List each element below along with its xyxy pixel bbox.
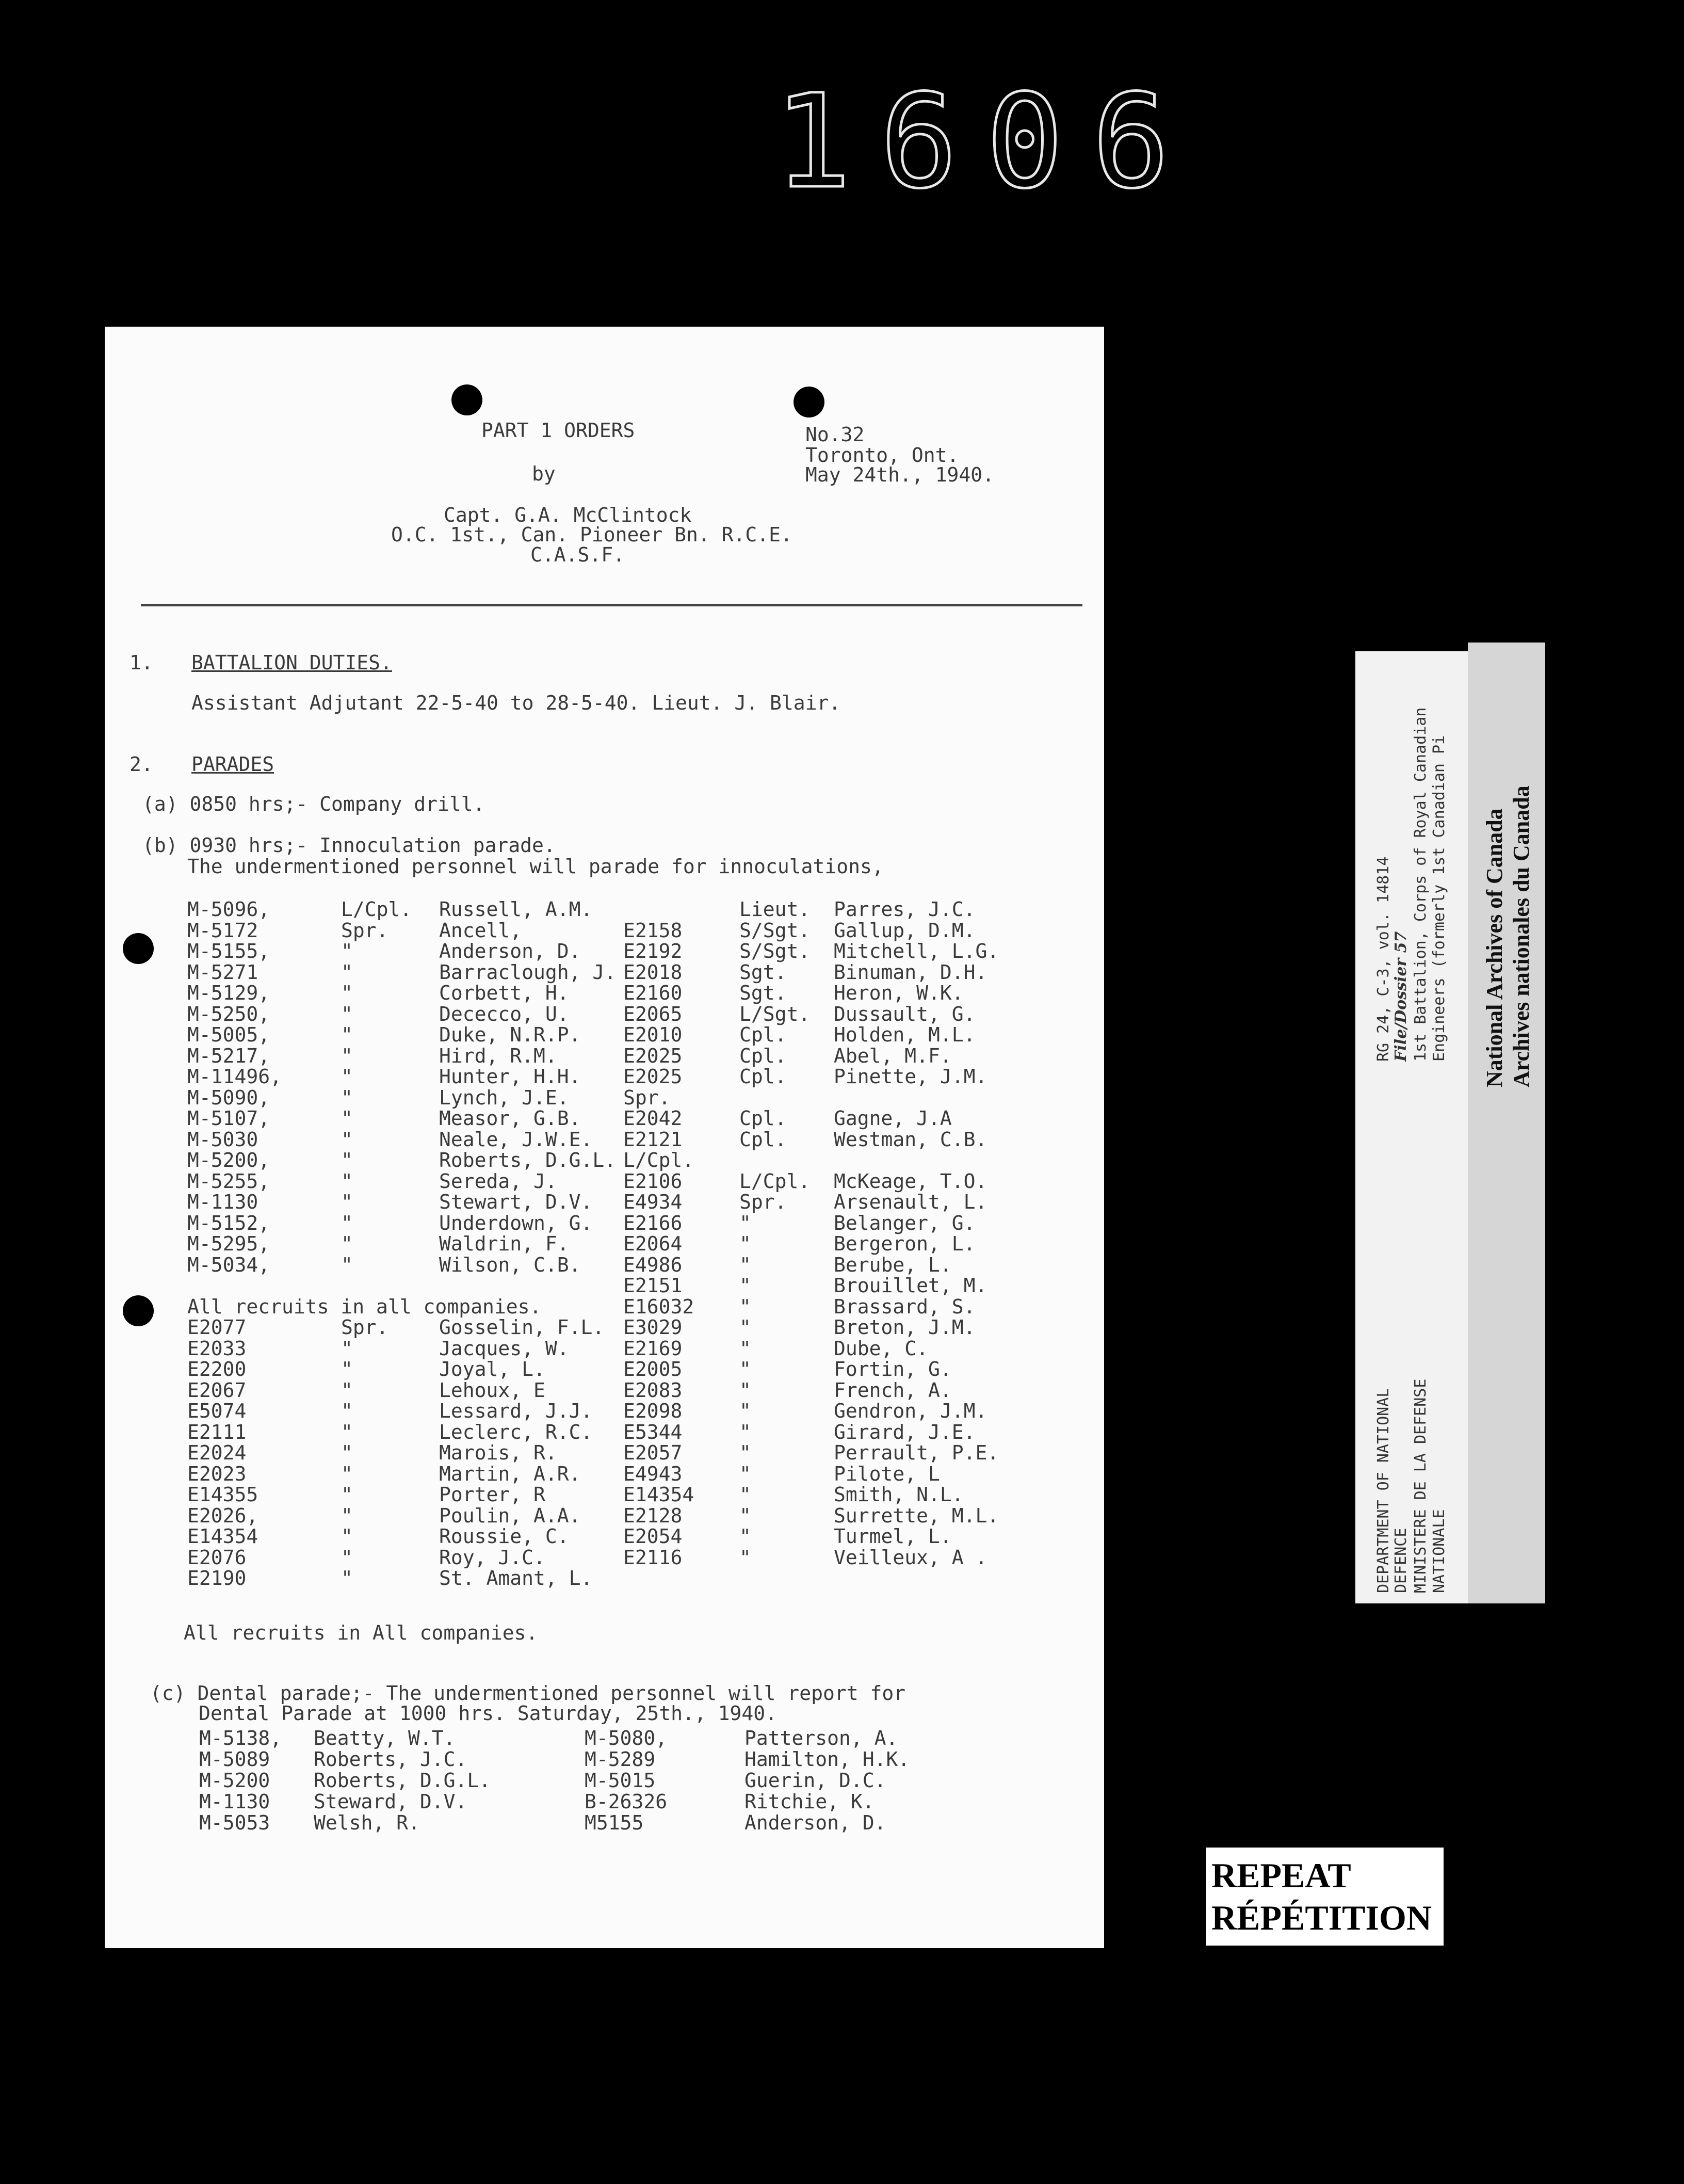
roster-row [105,1527,1104,1548]
roster-rank-left: Spr. [341,1316,388,1339]
roster-rank-right: " [739,1253,751,1276]
roster-rank-right: " [739,1295,751,1318]
roster-row [105,1046,1104,1067]
dental-name-left: Welsh, R. [314,1811,420,1834]
roster-rank-left: " [341,1107,353,1130]
roster-row [105,1359,1104,1380]
roster-rank-right: Lieut. [739,898,811,921]
dental-name-left: Roberts, J.C. [314,1748,467,1771]
roster-number-left: E2067 [187,1378,247,1402]
roster-name-right: Binuman, D.H. [834,960,987,984]
roster-number-right: E5344 [623,1420,683,1443]
roster-number-right: E2083 [623,1378,683,1402]
roster-row [105,1318,1104,1339]
roster-row [105,1548,1104,1569]
roster-name-left: Roy, J.C. [439,1546,545,1569]
roster-rank-right: Sgt. [739,982,787,1004]
section-2-number: 2. [129,753,153,776]
document-page [105,327,1104,1948]
unit-name: O.C. 1st., Can. Pioneer Bn. R.C.E. [391,523,792,546]
roster-number-left: M-11496, [187,1065,282,1088]
roster-number-right: E3029 [623,1316,683,1339]
section-1-number: 1. [129,651,153,674]
roster-number-left: E2033 [187,1337,247,1360]
archives-name-en: National Archives of Canada [1482,808,1507,1087]
innoculation-roster [105,900,1104,1589]
dental-row [105,1792,1104,1813]
roster-name-right: McKeage, T.O. [834,1169,987,1193]
roster-name-right: Brouillet, M. [834,1274,987,1297]
roster-number-right: E2010 [623,1023,683,1046]
repeat-en: REPEAT [1211,1856,1351,1895]
roster-rank-right: Cpl. [739,1044,787,1067]
roster-number-right: E2166 [623,1211,683,1234]
roster-rank-left: " [341,1191,353,1213]
roster-rank-left: " [341,1232,353,1255]
parade-b: (b) 0930 hrs;- Innoculation parade. [142,834,556,857]
roster-number-right: E2065 [623,1002,683,1025]
roster-number-left: All recruits in all companies. [187,1295,542,1318]
archive-reference-label [1355,651,1468,1603]
dental-number-right: M-5015 [585,1769,656,1792]
roster-name-left: Wilson, C.B. [439,1253,581,1276]
roster-name-right: Surrette, M.L. [834,1504,999,1527]
roster-name-right: Dussault, G. [834,1002,976,1025]
roster-name-left: Barraclough, J. [439,960,617,984]
roster-rank-left: " [341,982,353,1004]
dental-number-left: M-1130 [199,1790,270,1813]
roster-name-right: Belanger, G. [834,1211,976,1234]
roster-row [105,1234,1104,1255]
roster-number-right: E2106 [623,1169,683,1193]
orders-title: PART 1 ORDERS [481,419,635,442]
punch-hole-top-right [794,387,824,417]
roster-row [105,1025,1104,1046]
roster-number-left: M-5172 [187,919,258,942]
roster-name-right: Pinette, J.M. [834,1065,987,1088]
roster-row [105,1506,1104,1527]
roster-name-right: Veilleux, A . [834,1546,987,1569]
roster-rank-right: " [739,1441,751,1464]
punch-hole-top-left [451,384,482,415]
roster-name-left: Measor, G.B. [439,1107,581,1130]
roster-rank-left: " [341,1002,353,1025]
roster-number-right: E2005 [623,1358,683,1380]
roster-row [105,1443,1104,1464]
roster-number-right: Spr. [623,1086,671,1109]
dental-number-left: M-5200 [199,1769,270,1792]
roster-number-right: E16032 [623,1295,694,1318]
roster-rank-right: " [739,1462,751,1485]
roster-number-left: E2024 [187,1441,247,1464]
dental-row [105,1813,1104,1834]
roster-name-right: Dube, C. [834,1337,929,1360]
roster-name-right: Arsenault, L. [834,1191,987,1213]
roster-rank-left: " [341,1044,353,1067]
roster-number-right: E2160 [623,982,683,1004]
roster-number-left: E2111 [187,1420,247,1443]
roster-row [105,983,1104,1004]
roster-name-left: Lehoux, E [439,1378,545,1402]
roster-name-right: Berube, L. [834,1253,952,1276]
roster-number-right: E4986 [623,1253,683,1276]
roster-name-left: Jacques, W. [439,1337,569,1360]
roster-name-right: Smith, N.L. [834,1483,964,1506]
roster-rank-left: " [341,1567,353,1589]
roster-rank-right: L/Cpl. [739,1169,811,1193]
roster-rank-left: " [341,1086,353,1109]
roster-rank-right: Sgt. [739,960,787,984]
dental-name-right: Hamilton, H.K. [744,1748,910,1771]
roster-rank-right: " [739,1337,751,1360]
roster-number-right: E2098 [623,1400,683,1422]
dental-line-2: Dental Parade at 1000 hrs. Saturday, 25th., 1940. [199,1702,778,1725]
roster-rank-right: " [739,1420,751,1443]
roster-rank-left: " [341,1128,353,1151]
roster-rank-left: " [341,1065,353,1088]
roster-name-right: Girard, J.E. [834,1420,976,1443]
roster-number-left: E2200 [187,1358,247,1380]
roster-name-left: St. Amant, L. [439,1567,593,1589]
roster-number-left: E2077 [187,1316,247,1339]
archive-ref-line-4: Engineers (formerly 1st Canadian Pi [1430,735,1448,1062]
roster-name-right: Abel, M.F. [834,1044,952,1067]
roster-number-left: E5074 [187,1400,247,1422]
roster-number-left: M-1130 [187,1191,258,1213]
roster-name-right: Gagne, J.A [834,1107,952,1130]
roster-name-right: Bergeron, L. [834,1232,976,1255]
frame-number: 1606 [774,67,1199,217]
roster-row [105,1422,1104,1443]
roster-number-left: E14354 [187,1525,258,1548]
roster-name-left: Joyal, L. [439,1358,545,1380]
department-line-1: DEPARTMENT OF NATIONAL [1374,1388,1392,1593]
roster-row [105,1401,1104,1422]
dental-name-left: Beatty, W.T. [314,1727,456,1749]
roster-name-right: Fortin, G. [834,1358,952,1380]
roster-number-left: M-5250, [187,1002,270,1025]
roster-name-left: Gosselin, F.L. [439,1316,605,1339]
dental-name-left: Roberts, D.G.L. [314,1769,491,1792]
archives-name-label [1468,643,1545,1603]
roster-name-right: Holden, M.L. [834,1023,976,1046]
roster-number-right: E2128 [623,1504,683,1527]
roster-row [105,1297,1104,1318]
roster-number-right: E2057 [623,1441,683,1464]
commanding-officer: Capt. G.A. McClintock [444,504,692,526]
roster-name-left: Dececco, U. [439,1002,569,1025]
roster-number-left: E2190 [187,1567,247,1589]
roster-rank-left: " [341,1546,353,1569]
roster-number-left: M-5295, [187,1232,270,1255]
roster-name-right: Breton, J.M. [834,1316,976,1339]
roster-number-right: E2121 [623,1128,683,1151]
roster-number-left: M-5200, [187,1149,270,1171]
roster-number-left: M-5005, [187,1023,270,1046]
roster-row [105,1004,1104,1025]
roster-number-left: M-5152, [187,1211,270,1234]
roster-name-left: Sereda, J. [439,1169,557,1193]
roster-row [105,1150,1104,1171]
dental-roster [105,1728,1104,1834]
roster-name-right: Turmel, L. [834,1525,952,1548]
dental-number-right: M5155 [585,1811,644,1834]
force-name: C.A.S.F. [530,543,625,566]
orders-date: May 24th., 1940. [805,463,995,486]
archive-ref-line-3: 1st Battalion, Corps of Royal Canadian [1412,707,1430,1062]
roster-number-right: E2192 [623,940,683,962]
roster-number-left: M-5107, [187,1107,270,1130]
parade-a: (a) 0850 hrs;- Company drill. [142,793,485,815]
roster-name-left: Corbett, H. [439,982,569,1004]
roster-number-left: M-5255, [187,1169,270,1193]
roster-number-right: E14354 [623,1483,694,1506]
section-1-title: BATTALION DUTIES. [191,651,392,674]
roster-row [105,1171,1104,1193]
roster-name-left: Anderson, D. [439,940,581,962]
orders-place: Toronto, Ont. [805,444,959,467]
roster-rank-left: " [341,1169,353,1193]
dental-name-right: Patterson, A. [744,1727,898,1749]
roster-row [105,921,1104,942]
roster-number-right: E4943 [623,1462,683,1485]
roster-name-right: Pilote, L [834,1462,940,1485]
dental-line-1: (c) Dental parade;- The undermentioned personnel will report for [150,1682,906,1705]
roster-number-left: M-5129, [187,982,270,1004]
roster-rank-left: L/Cpl. [341,898,412,921]
roster-number-left: M-5090, [187,1086,270,1109]
roster-rank-right: " [739,1504,751,1527]
roster-name-left: Marois, R. [439,1441,557,1464]
roster-rank-right: Cpl. [739,1107,787,1130]
archive-ref-line-2: File/Dossier 57 [1392,931,1410,1062]
department-line-4: NATIONALE [1430,1509,1448,1593]
department-line-2: DEFENCE [1392,1528,1410,1593]
roster-rank-right: " [739,1232,751,1255]
roster-rank-right: Cpl. [739,1023,787,1046]
roster-number-right: E2064 [623,1232,683,1255]
roster-rank-left: " [341,1400,353,1422]
roster-number-left: E2076 [187,1546,247,1569]
roster-name-left: Lynch, J.E. [439,1086,569,1109]
roster-row [105,941,1104,962]
roster-number-right: E4934 [623,1191,683,1213]
roster-name-left: Ancell, [439,919,522,942]
dental-number-right: M-5289 [585,1748,656,1771]
roster-name-right: Perrault, P.E. [834,1441,999,1464]
dental-number-left: M-5089 [199,1748,270,1771]
roster-rank-left: Spr. [341,919,388,942]
roster-number-right: E2169 [623,1337,683,1360]
roster-row [105,1067,1104,1088]
dental-name-right: Guerin, D.C. [744,1769,886,1792]
all-recruits-note: All recruits in All companies. [184,1621,538,1644]
roster-number-right: E2151 [623,1274,683,1297]
roster-rank-left: " [341,1420,353,1443]
department-line-3: MINISTERE DE LA DEFENSE [1412,1378,1430,1593]
roster-name-left: Hunter, H.H. [439,1065,581,1088]
dental-row [105,1749,1104,1771]
dental-row [105,1771,1104,1792]
roster-number-left: M-5217, [187,1044,270,1067]
roster-rank-right: " [739,1378,751,1402]
roster-row [105,1130,1104,1151]
roster-number-left: M-5030 [187,1128,258,1151]
roster-rank-right: " [739,1274,751,1297]
archive-ref-line-1: RG 24, C-3, vol. 14814 [1374,856,1392,1062]
roster-row [105,1276,1104,1297]
roster-row [105,1568,1104,1589]
roster-number-right: E2025 [623,1065,683,1088]
roster-rank-right: " [739,1400,751,1422]
roster-number-right: E2054 [623,1525,683,1548]
dental-number-left: M-5053 [199,1811,270,1834]
dental-number-right: M-5080, [585,1727,668,1749]
roster-name-left: Roberts, D.G.L. [439,1149,617,1171]
roster-name-left: Hird, R.M. [439,1044,557,1067]
roster-name-right: Brassard, S. [834,1295,976,1318]
roster-name-right: Heron, W.K. [834,982,964,1004]
roster-rank-right: Spr. [739,1191,787,1213]
roster-rank-right: S/Sgt. [739,940,811,962]
roster-name-left: Stewart, D.V. [439,1191,593,1213]
roster-rank-left: " [341,1378,353,1402]
roster-number-left: E14355 [187,1483,258,1506]
roster-row [105,1380,1104,1402]
roster-rank-right: S/Sgt. [739,919,811,942]
roster-name-right: French, A. [834,1378,952,1402]
roster-rank-left: " [341,1525,353,1548]
orders-number: No.32 [805,423,865,446]
roster-rank-left: " [341,1023,353,1046]
roster-rank-left: " [341,1462,353,1485]
dental-row [105,1728,1104,1749]
roster-number-right: E2116 [623,1546,683,1569]
roster-rank-right: Cpl. [739,1128,787,1151]
roster-number-right: E2025 [623,1044,683,1067]
roster-name-left: Lessard, J.J. [439,1400,593,1422]
roster-row [105,1464,1104,1485]
roster-name-left: Martin, A.R. [439,1462,581,1485]
roster-number-right: E2042 [623,1107,683,1130]
roster-number-right: L/Cpl. [623,1149,694,1171]
repeat-fr: RÉPÉTITION [1211,1898,1432,1937]
roster-rank-right: L/Sgt. [739,1002,811,1025]
roster-row [105,962,1104,984]
roster-name-left: Underdown, G. [439,1211,593,1234]
roster-rank-right: " [739,1483,751,1506]
roster-row [105,1088,1104,1109]
roster-row [105,1213,1104,1234]
roster-rank-left: " [341,1253,353,1276]
dental-name-right: Anderson, D. [744,1811,886,1834]
roster-name-left: Roussie, C. [439,1525,569,1548]
roster-row [105,1192,1104,1213]
roster-name-left: Porter, R [439,1483,545,1506]
roster-rank-left: " [341,1504,353,1527]
section-2-title: PARADES [191,753,274,776]
roster-row [105,1339,1104,1360]
roster-name-left: Duke, N.R.P. [439,1023,581,1046]
roster-rank-left: " [341,1337,353,1360]
roster-rank-left: " [341,1483,353,1506]
roster-name-right: Parres, J.C. [834,898,976,921]
dental-name-right: Ritchie, K. [744,1790,875,1813]
roster-rank-left: " [341,1149,353,1171]
roster-number-left: E2023 [187,1462,247,1485]
roster-row [105,1109,1104,1130]
roster-rank-left: " [341,960,353,984]
roster-rank-left: " [341,1211,353,1234]
header-divider [141,604,1082,606]
roster-number-left: M-5155, [187,940,270,962]
roster-row [105,1255,1104,1276]
roster-name-right: Gallup, D.M. [834,919,976,942]
roster-rank-left: " [341,940,353,962]
archives-name-fr: Archives nationales du Canada [1509,785,1534,1087]
dental-number-left: M-5138, [199,1727,282,1749]
roster-number-left: M-5096, [187,898,270,921]
orders-by: by [532,462,556,485]
roster-name-right: Gendron, J.M. [834,1400,987,1422]
roster-name-left: Poulin, A.A. [439,1504,581,1527]
roster-name-right: Mitchell, L.G. [834,940,999,962]
roster-number-right: E2018 [623,960,683,984]
roster-rank-right: " [739,1316,751,1339]
roster-rank-left: " [341,1358,353,1380]
roster-name-left: Leclerc, R.C. [439,1420,593,1443]
roster-name-left: Waldrin, F. [439,1232,569,1255]
roster-name-right: Westman, C.B. [834,1128,987,1151]
parade-b-note: The undermentioned personnel will parade for innoculations, [187,855,884,878]
repeat-stamp [1206,1848,1444,1946]
roster-number-left: E2026, [187,1504,258,1527]
roster-rank-right: " [739,1358,751,1380]
roster-rank-right: Cpl. [739,1065,787,1088]
roster-name-left: Neale, J.W.E. [439,1128,593,1151]
roster-rank-right: " [739,1211,751,1234]
roster-row [105,900,1104,921]
roster-number-left: M-5271 [187,960,258,984]
dental-number-right: B-26326 [585,1790,668,1813]
roster-number-right: E2158 [623,919,683,942]
roster-rank-left: " [341,1441,353,1464]
dental-name-left: Steward, D.V. [314,1790,467,1813]
roster-rank-right: " [739,1546,751,1569]
roster-rank-right: " [739,1525,751,1548]
section-1-text: Assistant Adjutant 22-5-40 to 28-5-40. Lieut. J. Blair. [191,692,841,714]
roster-row [105,1485,1104,1506]
roster-number-left: M-5034, [187,1253,270,1276]
roster-name-left: Russell, A.M. [439,898,593,921]
